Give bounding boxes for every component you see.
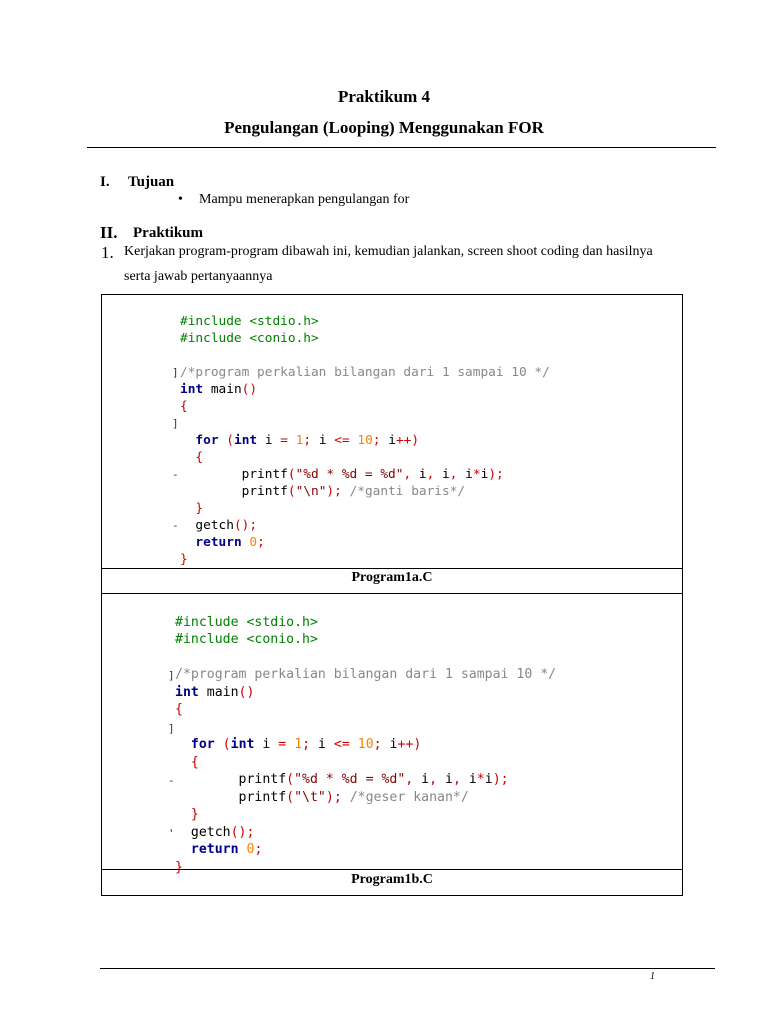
- program-1a-caption: Program1a.C: [351, 570, 433, 585]
- code-line: for (int i = 1; i <= 10; i++): [190, 737, 422, 752]
- code-line: int main(): [175, 684, 255, 700]
- section-1-title: Tujuan: [128, 174, 175, 190]
- code-line: printf("%d * %d = %d", i, i, i*i);: [180, 467, 504, 482]
- code-line: {: [195, 450, 204, 465]
- code-line: getch();: [175, 824, 255, 840]
- fold-icon: ]: [168, 669, 175, 682]
- section-1-bullet: Mampu menerapkan pengulangan for: [199, 192, 410, 207]
- code-line: /*program perkalian bilangan dari 1 sampai 10 */: [175, 667, 557, 682]
- code-gutter: ] ] - -: [172, 366, 179, 532]
- code-line: printf("%d * %d = %d", i, i, i*i);: [175, 772, 509, 787]
- code-line: printf("\t"); /*geser kanan*/: [175, 789, 469, 805]
- code-1a: [180, 296, 550, 585]
- code-line: }: [190, 807, 199, 822]
- code-line: return 0;: [195, 535, 265, 550]
- fold-icon: ]: [172, 366, 179, 379]
- code-line: {: [175, 702, 183, 717]
- code-line: {: [190, 754, 199, 770]
- code-line: /*program perkalian bilangan dari 1 sampai 10 */: [180, 365, 550, 380]
- fold-icon: ]: [168, 721, 175, 735]
- program-1b-caption: Program1b.C: [351, 872, 433, 887]
- section-2-title: Praktikum: [133, 225, 204, 241]
- page-number: 1: [650, 971, 655, 982]
- code-line: #include <conio.h>: [175, 632, 318, 647]
- bullet-icon: •: [178, 192, 183, 207]
- code-line: {: [180, 399, 188, 414]
- footer-divider: [100, 968, 715, 969]
- code-line: int main(): [180, 382, 258, 397]
- code-line: for (int i = 1; i <= 10; i++): [195, 433, 420, 448]
- instruction-line-2: serta jawab pertanyaannya: [124, 269, 273, 284]
- code-line: #include <stdio.h>: [180, 314, 319, 329]
- code-line: #include <conio.h>: [180, 331, 319, 346]
- code-line: printf("\n"); /*ganti baris*/: [180, 484, 466, 499]
- code-line: }: [180, 552, 188, 567]
- code-line: return 0;: [190, 842, 263, 857]
- code-gutter: ] ] - ': [168, 669, 175, 840]
- item-number: 1.: [101, 243, 114, 262]
- code-line: #include <stdio.h>: [175, 614, 318, 630]
- code-1b: [175, 596, 556, 894]
- page-subtitle: Pengulangan (Looping) Menggunakan FOR: [224, 118, 544, 137]
- fold-icon: ]: [172, 417, 179, 430]
- code-line: }: [195, 501, 204, 516]
- code-line: }: [175, 859, 183, 875]
- code-line: getch();: [180, 518, 258, 533]
- page-title: Praktikum 4: [337, 87, 431, 106]
- instruction-line-1: Kerjakan program-program dibawah ini, kemudian jalankan, screen shoot coding dan hasilnya: [124, 244, 653, 259]
- header-divider: [87, 147, 716, 148]
- section-2-number: II.: [100, 223, 118, 242]
- section-1-number: I.: [100, 174, 110, 190]
